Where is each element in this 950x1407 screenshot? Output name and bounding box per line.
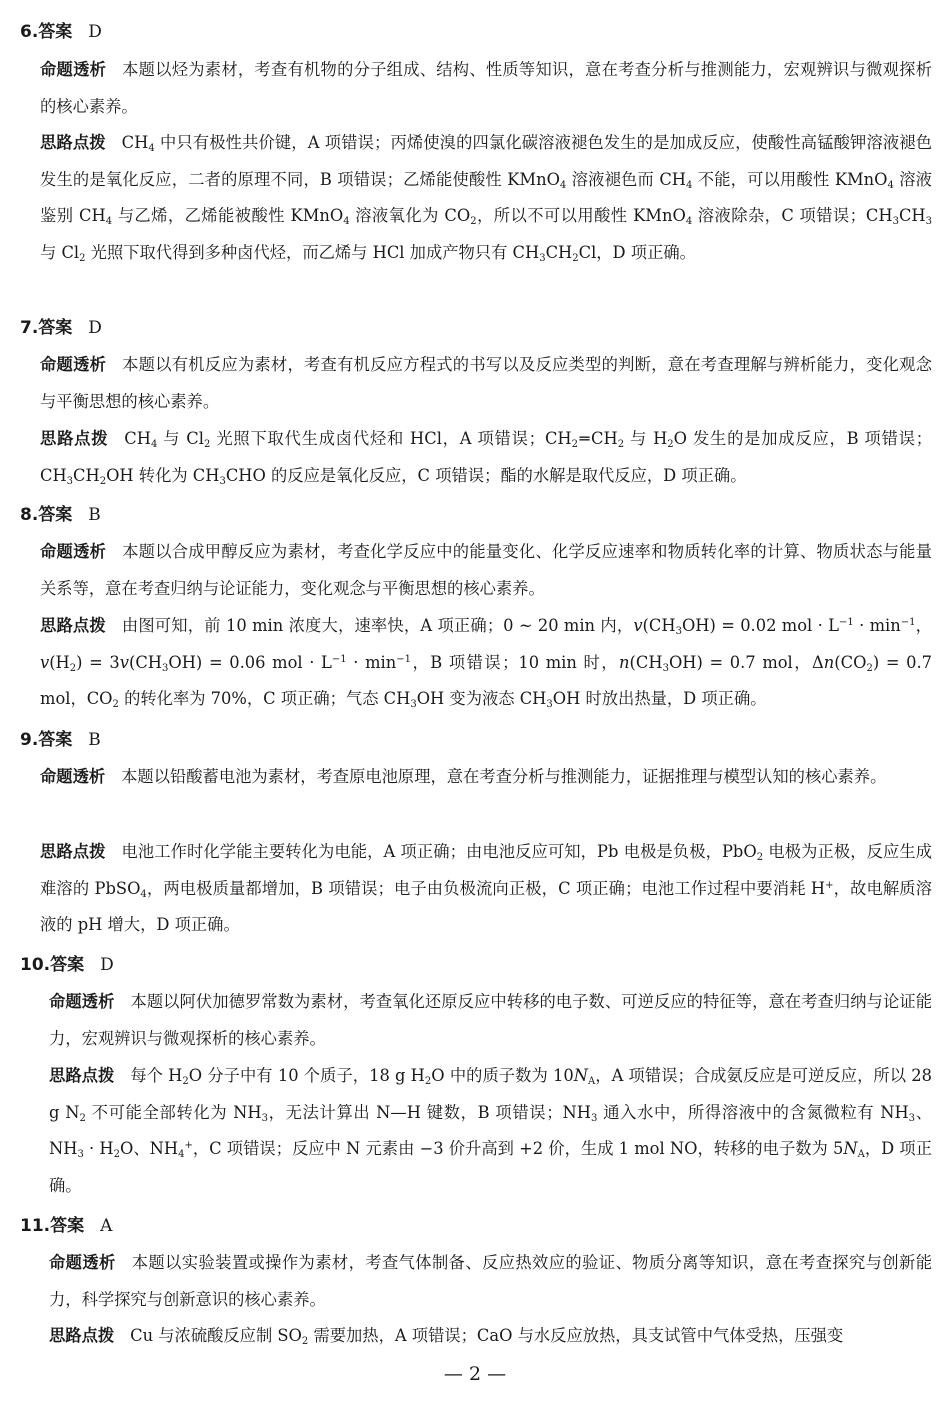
analysis-label: 命题透析 [40,60,107,79]
hint-text: 每个 $H_2O$ 分子中有 10 个质子，18 g $H_2O$ 中的质子数为 $10N_A$，A 项错误；合成氨反应是可逆反应，所以 28 g $N_2$ 不可能全部转化为 $NH_3$，无法计算出 N—H 键数，B 项错误；$NH_3$ 通入水中，所得溶液中的含氮微粒有 $NH_3$、$NH_3 \cdot H_2O$、$NH_4^+$，C 项错误；反应中 N 元素由 −3 价升高到 +2 价，生成 1 mol NO，转移的电子数为 $5N_A$，D 项正确。 [49,1066,933,1195]
answer-label: 答案 [50,955,85,975]
analysis-label: 命题透析 [49,1253,116,1272]
answer-line [20,1215,112,1237]
analysis-label: 命题透析 [40,542,107,561]
analysis-label: 命题透析 [49,992,115,1011]
hint-label: 思路点拨 [40,133,106,152]
hint-label: 思路点拨 [40,429,109,448]
answer-value: B [88,505,101,525]
answer-value: D [88,318,102,338]
hint-paragraph [40,608,932,718]
answer-label: 答案 [38,318,73,338]
answer-line [20,317,102,339]
analysis-paragraph [40,52,932,125]
answer-value: A [100,1216,113,1236]
analysis-paragraph [40,759,932,796]
hint-label: 思路点拨 [49,1326,115,1345]
analysis-paragraph [49,984,932,1057]
answer-label: 答案 [50,1216,85,1236]
analysis-text: 本题以实验装置或操作为素材，考查气体制备、反应热效应的验证、物质分离等知识，意在考查探究与创新能力，科学探究与创新意识的核心素养。 [49,1253,932,1309]
question-number: 10. [20,955,51,975]
analysis-paragraph [49,1245,932,1318]
question-number: 11. [20,1216,51,1236]
question-number: 6. [20,22,39,42]
answer-label: 答案 [38,22,73,42]
answer-value: D [100,955,114,975]
hint-label: 思路点拨 [40,842,106,861]
analysis-text: 本题以合成甲醇反应为素材，考查化学反应中的能量变化、化学反应速率和物质转化率的计算、物质状态与能量关系等，意在考查归纳与论证能力，变化观念与平衡思想的核心素养。 [40,542,932,598]
answer-line [20,504,101,526]
answer-label: 答案 [38,505,73,525]
answer-line [20,21,102,43]
answer-label: 答案 [38,730,73,750]
analysis-text: 本题以有机反应为素材，考查有机反应方程式的书写以及反应类型的判断，意在考查理解与辨析能力，变化观念与平衡思想的核心素养。 [40,355,932,411]
hint-label: 思路点拨 [49,1066,115,1085]
question-number: 7. [20,318,39,338]
page-number: — 2 — [443,1363,507,1385]
analysis-paragraph [40,347,932,420]
analysis-text: 本题以铅酸蓄电池为素材，考查原电池原理，意在考查分析与推测能力，证据推理与模型认知的核心素养。 [121,767,887,786]
hint-paragraph [49,1318,932,1355]
hint-paragraph [49,1058,932,1204]
hint-label: 思路点拨 [40,616,106,635]
question-number: 8. [20,505,39,525]
answer-line [20,954,114,976]
analysis-text: 本题以烃为素材，考查有机物的分子组成、结构、性质等知识，意在考查分析与推测能力，宏观辨识与微观探析的核心素养。 [40,60,932,116]
hint-paragraph [40,421,932,494]
answer-line [20,729,101,751]
hint-paragraph [40,834,932,944]
question-number: 9. [20,730,39,750]
hint-paragraph [40,125,932,271]
analysis-text: 本题以阿伏加德罗常数为素材，考查氧化还原反应中转移的电子数、可逆反应的特征等，意在考查归纳与论证能力，宏观辨识与微观探析的核心素养。 [49,992,932,1048]
hint-text: $CH_4$ 中只有极性共价键，A 项错误；丙烯使溴的四氯化碳溶液褪色发生的是加成反应，使酸性高锰酸钾溶液褪色发生的是氧化反应，二者的原理不同，B 项错误；乙烯能使酸性 KMnO$_4$ 溶液褪色而 $CH_4$ 不能，可以用酸性 KMnO$_4$ 溶液鉴别 $CH_4$ 与乙烯，乙烯能被酸性 KMnO$_4$ 溶液氧化为 $CO_2$，所以不可以用酸性 KMnO$_4$ 溶液除杂，C 项错误；$CH_3CH_3$ 与 $Cl_2$ 光照下取代得到多种卤代烃，而乙烯与 HCl 加成产物只有 $CH_3CH_2Cl$，D 项正确。 [40,133,932,264]
answer-value: D [88,22,102,42]
hint-text: 由图可知，前 10 min 浓度大，速率快，A 项正确；0 ~ 20 min 内，$v(CH_3OH) = 0.02$ mol · $L^{-1} \cdot \min^{-1}$，$v(H_2) = 3v(CH_3OH) = 0.06$ mol · $L^{-1} \cdot \min^{-1}$，B 项错误；10 min 时，$n(CH_3OH) = 0.7$ mol，$\Delta n(CO_2) = 0.7$ mol，$CO_2$ 的转化率为 70%，C 项正确；气态 $CH_3OH$ 变为液态 $CH_3OH$ 时放出热量，D 项正确。 [40,616,932,710]
hint-text: $CH_4$ 与 $Cl_2$ 光照下取代生成卤代烃和 HCl，A 项错误；$CH_2$ ═ $CH_2$ 与 $H_2O$ 发生的是加成反应，B 项错误；$CH_3CH_2OH$ 转化为 $CH_3CHO$ 的反应是氧化反应，C 项错误；酯的水解是取代反应，D 项正确。 [40,429,932,487]
analysis-label: 命题透析 [40,355,107,374]
answer-value: B [88,730,101,750]
hint-text: Cu 与浓硫酸反应制 $SO_2$ 需要加热，A 项错误；CaO 与水反应放热，具支试管中气体受热，压强变 [130,1326,844,1347]
analysis-label: 命题透析 [40,767,106,786]
hint-text: 电池工作时化学能主要转化为电能，A 项正确；由电池反应可知，Pb 电极是负极，PbO$_2$ 电极为正极，反应生成难溶的 PbSO$_4$，两电极质量都增加，B 项错误；电子由负极流向正极，C 项正确；电池工作过程中要消耗 H+，故电解质溶液的 pH 增大，D 项正确。 [40,842,932,934]
analysis-paragraph [40,534,932,607]
